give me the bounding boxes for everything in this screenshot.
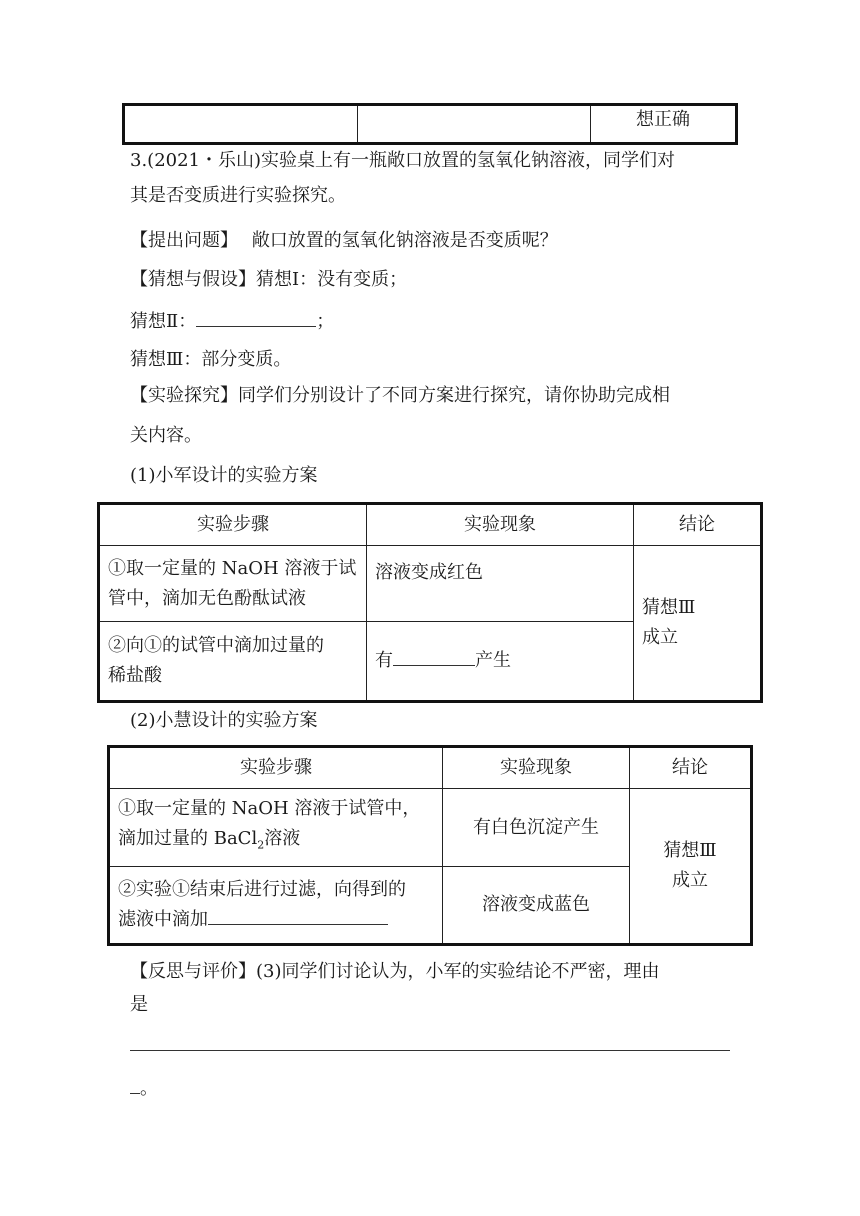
guess-3-line: 猜想Ⅲ：部分变质。 xyxy=(130,349,292,370)
phenomenon-cell: 溶液变成红色 xyxy=(367,546,634,622)
step-text-line xyxy=(118,824,434,861)
conclusion-line: 猜想Ⅲ xyxy=(663,840,717,861)
step-cell xyxy=(99,546,367,622)
header-step: 实验步骤 xyxy=(109,747,443,789)
question-intro-text: 实验桌上有一瓶敞口放置的氢氧化钠溶液，同学们对 xyxy=(261,150,676,171)
section-label: 【反思与评价】 xyxy=(130,961,256,982)
table-row xyxy=(124,105,737,144)
answer-blank[interactable] xyxy=(196,308,316,327)
explore-text: 同学们分别设计了不同方案进行探究，请你协助完成相 xyxy=(238,385,670,406)
guess-2-prefix: 猜想Ⅱ： xyxy=(130,311,197,332)
end-mark: 。 xyxy=(140,1078,158,1099)
section-label: 【提出问题】 xyxy=(130,230,238,251)
phenomenon-cell: 溶液变成蓝色 xyxy=(443,867,630,945)
step-text-line xyxy=(118,905,434,935)
table-header-row xyxy=(109,747,752,789)
answer-blank[interactable] xyxy=(130,1075,140,1094)
plan-2-table xyxy=(107,745,753,946)
table-header-row xyxy=(99,504,762,546)
section-label: 【实验探究】 xyxy=(130,385,238,406)
conclusion-line: 成立 xyxy=(642,627,678,648)
answer-blank-long[interactable] xyxy=(130,1050,730,1051)
step-text-line: ①取一定量的 NaOH 溶液于试 xyxy=(108,557,357,579)
cell-text: 想正确 xyxy=(636,109,690,130)
guess-1: 猜想Ⅰ：没有变质； xyxy=(256,269,408,290)
answer-blank[interactable] xyxy=(393,647,475,666)
conclusion-line: 猜想Ⅲ xyxy=(642,597,696,618)
guess-2-line xyxy=(130,308,334,334)
conclusion-cell xyxy=(630,789,752,945)
step-text: 溶液 xyxy=(264,828,301,850)
step-text: 滴加过量的 BaCl xyxy=(118,828,258,850)
reflect-text: (3)同学们讨论认为，小军的实验结论不严密，理由 xyxy=(256,961,660,982)
step-text-line: ②向①的试管中滴加过量的 xyxy=(108,635,324,656)
header-phenomenon: 实验现象 xyxy=(443,747,630,789)
question-intro-line1 xyxy=(130,149,675,173)
header-phenomenon: 实验现象 xyxy=(367,504,634,546)
explore-line1 xyxy=(130,384,670,408)
step-cell xyxy=(99,622,367,702)
hypothesis-line xyxy=(130,268,407,292)
previous-table-remnant xyxy=(122,103,738,145)
end-line xyxy=(130,1075,158,1101)
plan-1-table xyxy=(97,502,763,703)
header-step: 实验步骤 xyxy=(99,504,367,546)
conclusion-line: 成立 xyxy=(672,870,708,891)
step-cell xyxy=(109,867,443,945)
table-row xyxy=(99,546,762,622)
table-cell xyxy=(358,105,591,144)
table-cell xyxy=(591,105,737,144)
phenomenon-cell: 有白色沉淀产生 xyxy=(443,789,630,867)
header-conclusion: 结论 xyxy=(634,504,762,546)
reflect-line2: 是 xyxy=(130,994,148,1015)
question-intro-line2: 其是否变质进行实验探究。 xyxy=(130,185,346,206)
step-text-line: ①取一定量的 NaOH 溶液于试管中， xyxy=(118,798,421,820)
phenomenon-suffix: 产生 xyxy=(475,650,511,671)
plan-1-title: (1)小军设计的实验方案 xyxy=(130,465,318,486)
step-text-line: 管中，滴加无色酚酞试液 xyxy=(108,587,306,609)
header-conclusion: 结论 xyxy=(630,747,752,789)
question-number: 3.(2021・乐山) xyxy=(130,150,262,171)
step-text-line: 稀盐酸 xyxy=(108,665,162,686)
step-text-line: ②实验①结束后进行过滤，向得到的 xyxy=(118,879,406,900)
answer-blank[interactable] xyxy=(208,906,388,925)
step-cell xyxy=(109,789,443,867)
plan-2-title: (2)小慧设计的实验方案 xyxy=(130,710,318,731)
reflect-line1 xyxy=(130,960,660,984)
table-cell xyxy=(124,105,358,144)
table-row xyxy=(109,789,752,867)
problem-text: 敞口放置的氢氧化钠溶液是否变质呢？ xyxy=(251,230,558,251)
phenomenon-cell xyxy=(367,622,634,702)
step-text: 滤液中滴加 xyxy=(118,909,208,930)
problem-line xyxy=(130,229,558,253)
section-label: 【猜想与假设】 xyxy=(130,269,256,290)
guess-2-suffix: ； xyxy=(316,311,335,332)
subscript: 2 xyxy=(257,838,265,852)
phenomenon-prefix: 有 xyxy=(375,650,393,671)
explore-line2: 关内容。 xyxy=(130,425,202,446)
conclusion-cell xyxy=(634,546,762,702)
